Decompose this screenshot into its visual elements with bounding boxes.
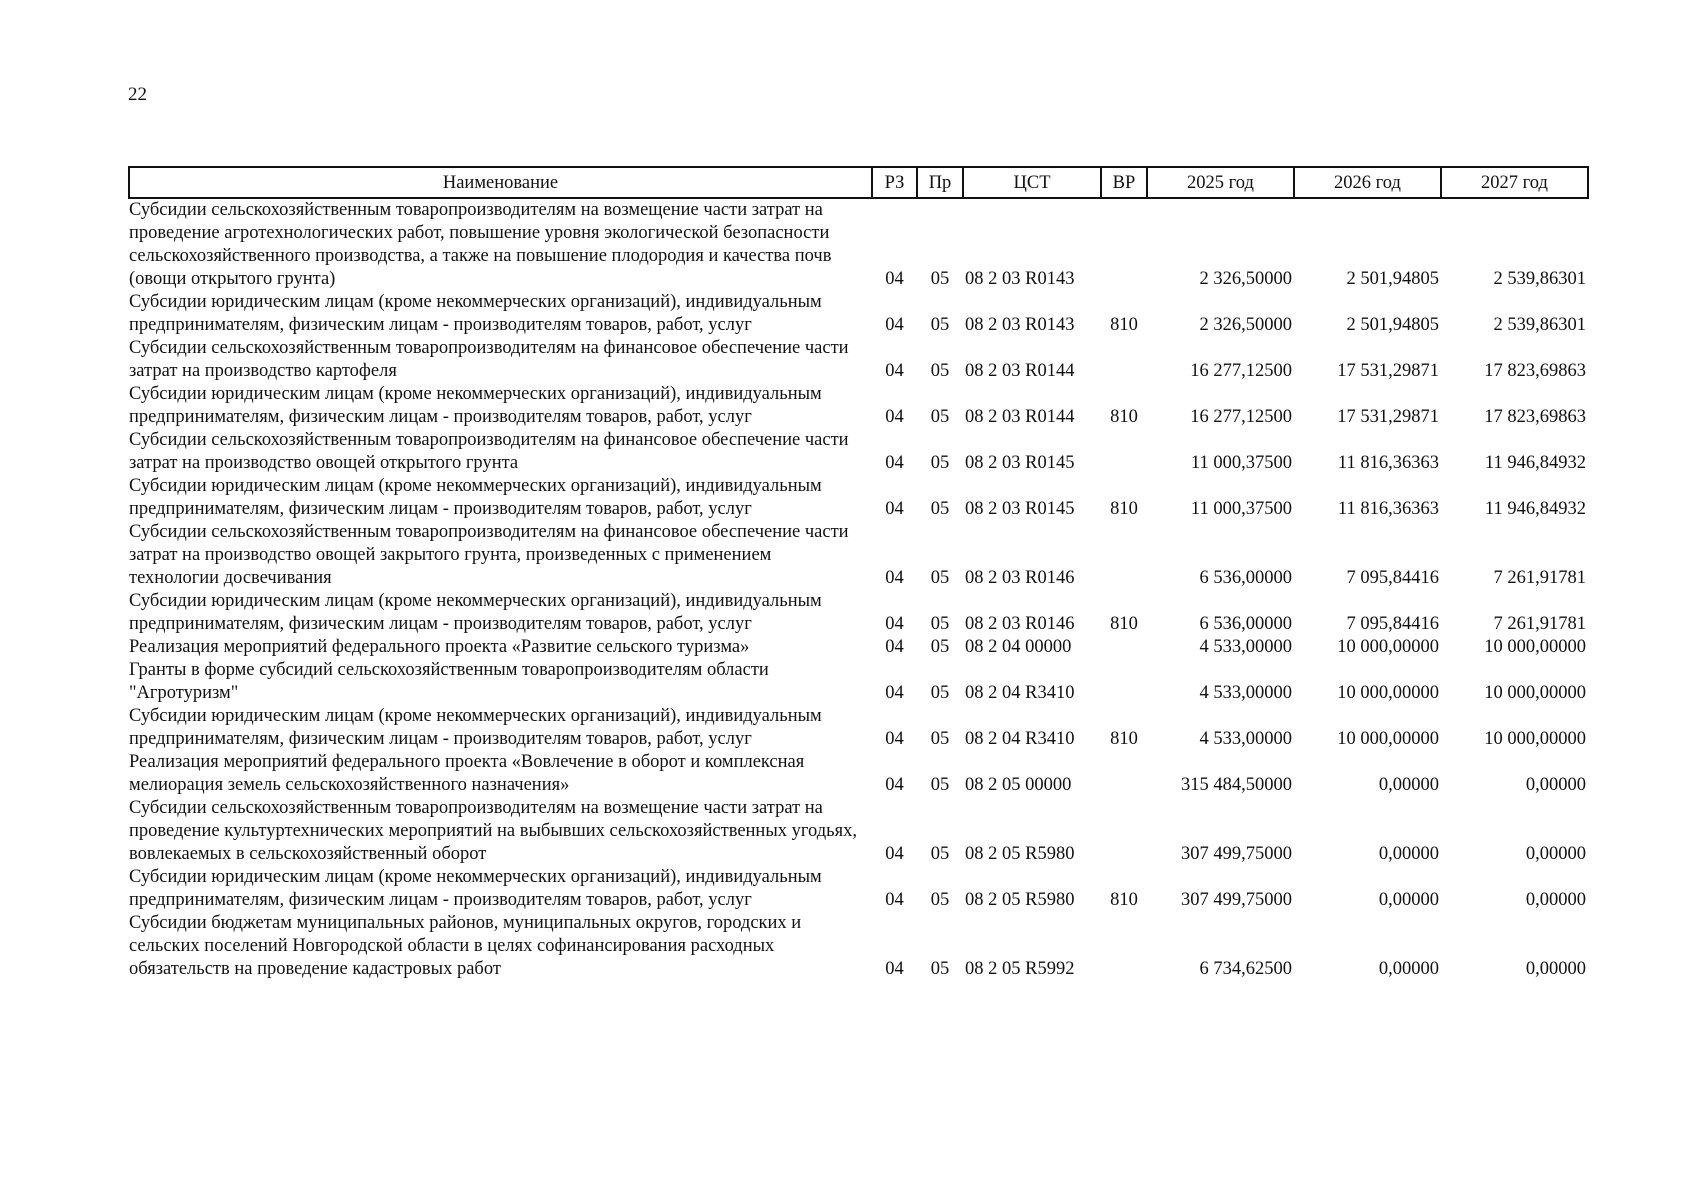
row-vr: 810 (1110, 407, 1138, 427)
row-2027: 10 000,00000 (1484, 729, 1586, 749)
row-vr (1101, 429, 1147, 475)
row-rz: 04 (885, 407, 904, 427)
table-row (129, 590, 1588, 636)
row-2027: 2 539,86301 (1493, 269, 1586, 289)
row-pr: 05 (930, 568, 950, 588)
row-name: Субсидии юридическим лицам (кроме некоммерческих организаций), индивидуальным предпринимателям, физическим лицам - производителям товаров, работ, услуг (129, 384, 822, 427)
row-cst: 08 2 05 00000 (965, 775, 1072, 795)
row-name: Субсидии юридическим лицам (кроме некоммерческих организаций), индивидуальным предпринимателям, физическим лицам - производителям товаров, работ, услуг (129, 867, 822, 910)
row-2026: 11 816,36363 (1337, 499, 1439, 519)
row-name: Субсидии сельскохозяйственным товаропроизводителям на финансовое обеспечение части затрат на производство картофеля (129, 338, 849, 381)
row-2026: 0,00000 (1378, 775, 1439, 795)
row-rz: 04 (885, 361, 904, 381)
row-2027: 17 823,69863 (1484, 407, 1586, 427)
row-pr: 05 (930, 499, 950, 519)
row-2027: 10 000,00000 (1484, 683, 1586, 703)
header-cst: ЦСТ (963, 167, 1101, 198)
row-2026: 17 531,29871 (1337, 361, 1439, 381)
row-2027: 0,00000 (1525, 844, 1586, 864)
row-2025: 6 536,00000 (1199, 568, 1292, 588)
row-cst: 08 2 05 R5980 (965, 844, 1075, 864)
row-2027: 10 000,00000 (1484, 637, 1586, 657)
row-2027: 0,00000 (1525, 959, 1586, 979)
row-2026: 7 095,84416 (1346, 568, 1439, 588)
row-cst: 08 2 04 00000 (965, 637, 1072, 657)
row-2025: 4 533,00000 (1199, 637, 1292, 657)
row-name: Субсидии сельскохозяйственным товаропроизводителям на возмещение части затрат на проведение агротехнологических работ, повышение уровня экологической безопасности сельскохозяйственного производства, а также на повышение плодородия и качества почв (овощи открытого грунта) (129, 200, 832, 289)
row-2025: 16 277,12500 (1190, 407, 1292, 427)
row-2025: 4 533,00000 (1199, 729, 1292, 749)
table-header (129, 167, 1588, 198)
row-vr (1101, 337, 1147, 383)
row-cst: 08 2 03 R0143 (965, 269, 1075, 289)
header-name: Наименование (129, 167, 872, 198)
row-vr: 810 (1110, 614, 1138, 634)
row-vr (1101, 797, 1147, 866)
table-row (129, 337, 1588, 383)
row-cst: 08 2 03 R0143 (965, 315, 1075, 335)
table-row (129, 429, 1588, 475)
table-row (129, 383, 1588, 429)
row-name: Субсидии сельскохозяйственным товаропроизводителям на финансовое обеспечение части затрат на производство овощей открытого грунта (129, 430, 849, 473)
row-2026: 17 531,29871 (1337, 407, 1439, 427)
table-row (129, 751, 1588, 797)
row-cst: 08 2 03 R0146 (965, 614, 1075, 634)
row-2025: 11 000,37500 (1190, 499, 1292, 519)
row-cst: 08 2 05 R5980 (965, 890, 1075, 910)
table-row (129, 521, 1588, 590)
row-name: Субсидии юридическим лицам (кроме некоммерческих организаций), индивидуальным предпринимателям, физическим лицам - производителям товаров, работ, услуг (129, 706, 822, 749)
row-pr: 05 (930, 683, 950, 703)
table-row (129, 291, 1588, 337)
row-name: Субсидии сельскохозяйственным товаропроизводителям на возмещение части затрат на проведение культуртехнических мероприятий на выбывших сельскохозяйственных угодьях, вовлекаемых в сельскохозяйственный оборот (129, 798, 857, 864)
row-2025: 4 533,00000 (1199, 683, 1292, 703)
row-rz: 04 (885, 683, 904, 703)
row-cst: 08 2 03 R0145 (965, 499, 1075, 519)
table-row (129, 198, 1588, 291)
header-vr: ВР (1101, 167, 1147, 198)
row-pr: 05 (930, 890, 950, 910)
row-vr (1101, 198, 1147, 291)
row-2027: 7 261,91781 (1493, 614, 1586, 634)
row-name: Субсидии юридическим лицам (кроме некоммерческих организаций), индивидуальным предпринимателям, физическим лицам - производителям товаров, работ, услуг (129, 476, 822, 519)
table-row (129, 705, 1588, 751)
row-pr: 05 (930, 614, 950, 634)
row-cst: 08 2 03 R0146 (965, 568, 1075, 588)
row-2025: 315 484,50000 (1181, 775, 1292, 795)
row-rz: 04 (885, 890, 904, 910)
row-2026: 2 501,94805 (1346, 315, 1439, 335)
row-2027: 17 823,69863 (1484, 361, 1586, 381)
table-row (129, 659, 1588, 705)
row-rz: 04 (885, 499, 904, 519)
row-vr: 810 (1110, 499, 1138, 519)
row-rz: 04 (885, 775, 904, 795)
row-2026: 2 501,94805 (1346, 269, 1439, 289)
row-2025: 307 499,75000 (1181, 844, 1292, 864)
row-2025: 16 277,12500 (1190, 361, 1292, 381)
row-2026: 10 000,00000 (1337, 683, 1439, 703)
row-pr: 05 (930, 361, 950, 381)
row-name: Субсидии сельскохозяйственным товаропроизводителям на финансовое обеспечение части затрат на производство овощей закрытого грунта, произведенных с применением технологии досвечивания (129, 522, 849, 588)
row-rz: 04 (885, 637, 904, 657)
table-row (129, 797, 1588, 866)
row-2027: 11 946,84932 (1484, 453, 1586, 473)
row-2026: 10 000,00000 (1337, 729, 1439, 749)
table-row (129, 866, 1588, 912)
row-pr: 05 (930, 315, 950, 335)
row-cst: 08 2 03 R0144 (965, 361, 1075, 381)
row-rz: 04 (885, 269, 904, 289)
row-pr: 05 (930, 959, 950, 979)
row-2025: 6 536,00000 (1199, 614, 1292, 634)
row-rz: 04 (885, 614, 904, 634)
row-name: Субсидии юридическим лицам (кроме некоммерческих организаций), индивидуальным предпринимателям, физическим лицам - производителям товаров, работ, услуг (129, 292, 822, 335)
row-pr: 05 (930, 637, 950, 657)
row-cst: 08 2 04 R3410 (965, 683, 1075, 703)
row-rz: 04 (885, 729, 904, 749)
row-cst: 08 2 03 R0145 (965, 453, 1075, 473)
row-name: Реализация мероприятий федерального проекта «Вовлечение в оборот и комплексная мелиорация земель сельскохозяйственного назначения» (129, 752, 805, 795)
header-2026: 2026 год (1294, 167, 1441, 198)
row-pr: 05 (930, 729, 950, 749)
row-vr (1101, 912, 1147, 981)
row-name: Субсидии юридическим лицам (кроме некоммерческих организаций), индивидуальным предпринимателям, физическим лицам - производителям товаров, работ, услуг (129, 591, 822, 634)
row-2026: 7 095,84416 (1346, 614, 1439, 634)
row-name: Субсидии бюджетам муниципальных районов, муниципальных округов, городских и сельских поселений Новгородской области в целях софинансирования расходных обязательств на проведение кадастровых работ (129, 913, 802, 979)
row-2026: 0,00000 (1378, 890, 1439, 910)
budget-table (128, 166, 1589, 981)
row-name: Реализация мероприятий федерального проекта «Развитие сельского туризма» (129, 637, 750, 657)
row-rz: 04 (885, 315, 904, 335)
row-2027: 11 946,84932 (1484, 499, 1586, 519)
header-rz: РЗ (872, 167, 917, 198)
row-vr (1101, 659, 1147, 705)
row-2027: 2 539,86301 (1493, 315, 1586, 335)
row-2027: 0,00000 (1525, 775, 1586, 795)
row-2027: 7 261,91781 (1493, 568, 1586, 588)
header-2025: 2025 год (1147, 167, 1294, 198)
row-vr: 810 (1110, 315, 1138, 335)
table-row (129, 636, 1588, 659)
row-cst: 08 2 05 R5992 (965, 959, 1075, 979)
row-name: Гранты в форме субсидий сельскохозяйственным товаропроизводителям области "Агротуризм" (129, 660, 769, 703)
row-pr: 05 (930, 844, 950, 864)
row-cst: 08 2 04 R3410 (965, 729, 1075, 749)
row-2025: 2 326,50000 (1199, 315, 1292, 335)
row-2026: 0,00000 (1378, 959, 1439, 979)
row-2025: 11 000,37500 (1190, 453, 1292, 473)
row-2025: 2 326,50000 (1199, 269, 1292, 289)
row-pr: 05 (930, 775, 950, 795)
row-2026: 11 816,36363 (1337, 453, 1439, 473)
row-vr (1101, 636, 1147, 659)
page-number: 22 (128, 84, 147, 105)
row-rz: 04 (885, 568, 904, 588)
row-2025: 6 734,62500 (1199, 959, 1292, 979)
header-pr: Пр (917, 167, 963, 198)
row-rz: 04 (885, 844, 904, 864)
row-cst: 08 2 03 R0144 (965, 407, 1075, 427)
row-vr (1101, 751, 1147, 797)
row-pr: 05 (930, 407, 950, 427)
table-body (129, 198, 1588, 981)
table-row (129, 912, 1588, 981)
row-vr: 810 (1110, 890, 1138, 910)
table-row (129, 475, 1588, 521)
row-vr: 810 (1110, 729, 1138, 749)
row-2026: 0,00000 (1378, 844, 1439, 864)
row-pr: 05 (930, 453, 950, 473)
row-rz: 04 (885, 959, 904, 979)
row-2026: 10 000,00000 (1337, 637, 1439, 657)
row-2027: 0,00000 (1525, 890, 1586, 910)
header-2027: 2027 год (1441, 167, 1588, 198)
row-pr: 05 (930, 269, 950, 289)
row-2025: 307 499,75000 (1181, 890, 1292, 910)
row-rz: 04 (885, 453, 904, 473)
row-vr (1101, 521, 1147, 590)
